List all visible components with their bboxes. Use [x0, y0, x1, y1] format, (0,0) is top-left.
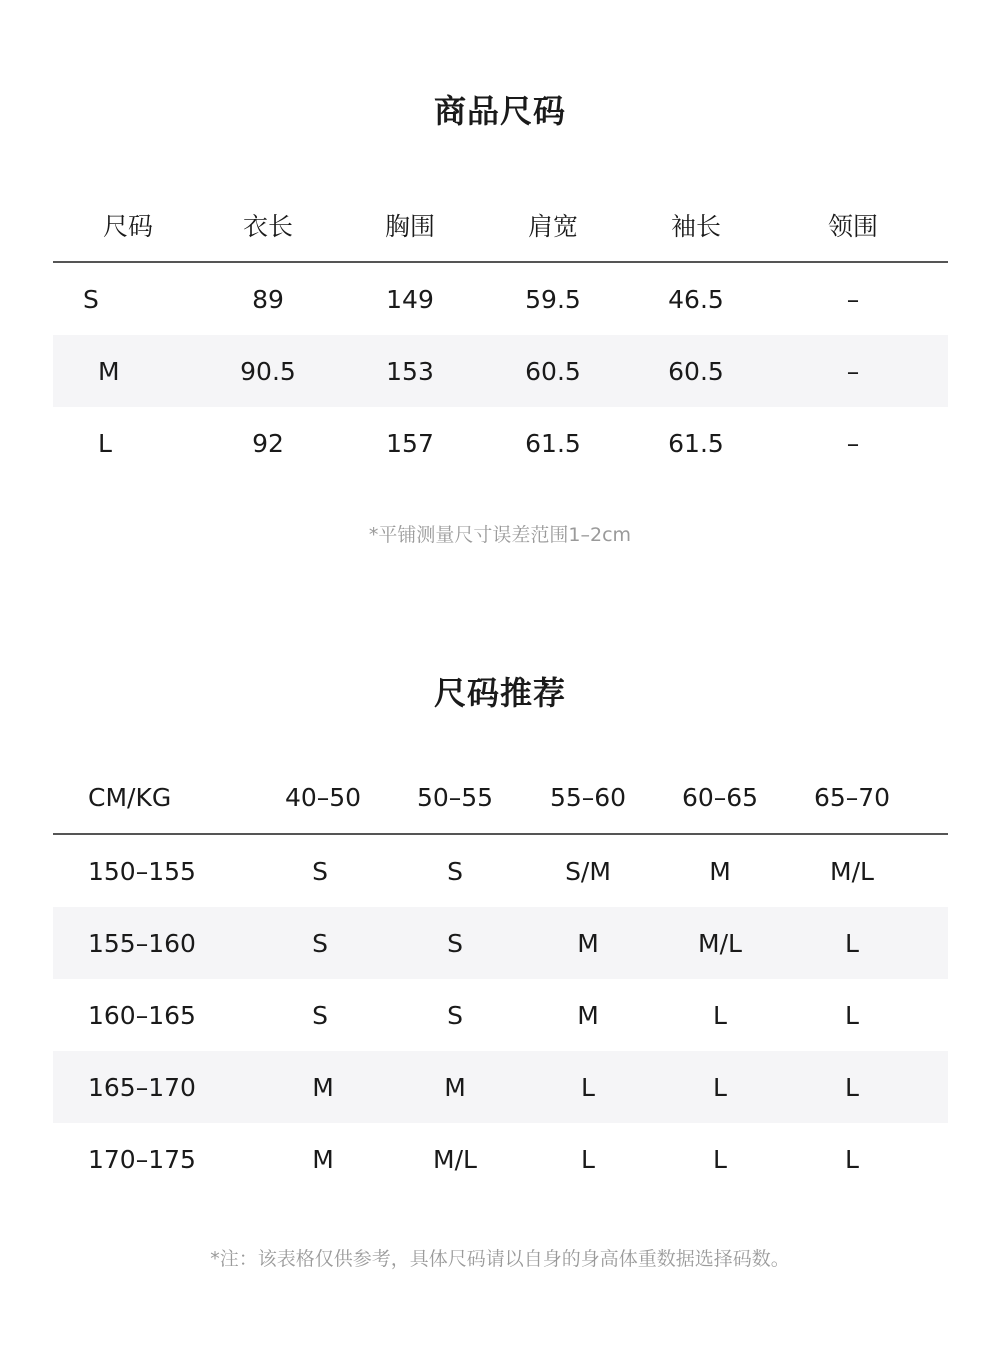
table-cell: M: [98, 356, 120, 386]
table-cell: 92: [252, 428, 284, 458]
table-cell: L: [845, 928, 859, 958]
product-size-title: 商品尺码: [433, 92, 566, 130]
table-cell: M: [312, 1144, 334, 1174]
recommend-note: *注：该表格仅供参考，具体尺码请以自身的身高体重数据选择码数。: [210, 1248, 790, 1270]
table-cell: S: [83, 284, 99, 314]
header-cell: 40–50: [284, 782, 362, 812]
table-row: [53, 335, 948, 407]
table-cell: –: [846, 356, 860, 386]
header-cell: 50–55: [416, 782, 494, 812]
table-row: [53, 979, 948, 1051]
table-cell: 170–175: [88, 1144, 196, 1174]
table-cell: S: [447, 1000, 463, 1030]
table-cell: L: [581, 1144, 595, 1174]
table-cell: M: [577, 1000, 599, 1030]
table-cell: L: [845, 1000, 859, 1030]
header-cell: 65–70: [813, 782, 891, 812]
table-cell: L: [581, 1072, 595, 1102]
header-cell: 领围: [827, 212, 878, 241]
header-cell: 胸围: [384, 212, 435, 241]
table-cell: –: [846, 428, 860, 458]
size-recommend-title: 尺码推荐: [433, 674, 566, 712]
table-cell: S: [312, 856, 328, 886]
table-cell: L: [713, 1072, 727, 1102]
table-cell: M/L: [698, 928, 742, 958]
table-cell: L: [98, 428, 112, 458]
table-cell: 155–160: [88, 928, 196, 958]
table-row: [53, 1123, 948, 1195]
table-cell: M/L: [830, 856, 874, 886]
table-cell: M: [709, 856, 731, 886]
table-cell: 61.5: [525, 428, 581, 458]
table-row: [53, 407, 948, 479]
header-cell: 衣长: [242, 212, 293, 241]
measurement-note: *平铺测量尺寸误差范围1–2cm: [368, 524, 632, 546]
table-cell: M/L: [433, 1144, 477, 1174]
table-cell: L: [713, 1000, 727, 1030]
header-cell: 肩宽: [527, 212, 578, 241]
table-row: [53, 263, 948, 335]
table-cell: 149: [386, 284, 434, 314]
table-cell: 89: [252, 284, 284, 314]
table-cell: S: [312, 928, 328, 958]
header-cell: CM/KG: [88, 782, 172, 812]
header-cell: 60–65: [681, 782, 759, 812]
table-cell: S: [447, 856, 463, 886]
table-cell: 59.5: [525, 284, 581, 314]
table-row: [53, 835, 948, 907]
table-cell: 157: [386, 428, 434, 458]
table-cell: 160–165: [88, 1000, 196, 1030]
table-cell: S: [312, 1000, 328, 1030]
table-header-row: [53, 190, 948, 260]
table-row: [53, 907, 948, 979]
header-cell: 袖长: [670, 212, 721, 241]
table-cell: 165–170: [88, 1072, 196, 1102]
table-cell: L: [713, 1144, 727, 1174]
table-header-row: [53, 762, 948, 832]
header-cell: 55–60: [549, 782, 627, 812]
table-cell: 61.5: [668, 428, 724, 458]
table-cell: 46.5: [668, 284, 724, 314]
header-cell: 尺码: [102, 212, 153, 241]
table-cell: M: [312, 1072, 334, 1102]
table-cell: –: [846, 284, 860, 314]
table-cell: L: [845, 1072, 859, 1102]
table-cell: 150–155: [88, 856, 196, 886]
table-cell: M: [577, 928, 599, 958]
table-cell: S: [447, 928, 463, 958]
table-row: [53, 1051, 948, 1123]
table-cell: 60.5: [668, 356, 724, 386]
table-cell: M: [444, 1072, 466, 1102]
table-cell: 60.5: [525, 356, 581, 386]
table-cell: 90.5: [240, 356, 296, 386]
table-cell: S/M: [565, 856, 611, 886]
table-cell: 153: [386, 356, 434, 386]
table-cell: L: [845, 1144, 859, 1174]
